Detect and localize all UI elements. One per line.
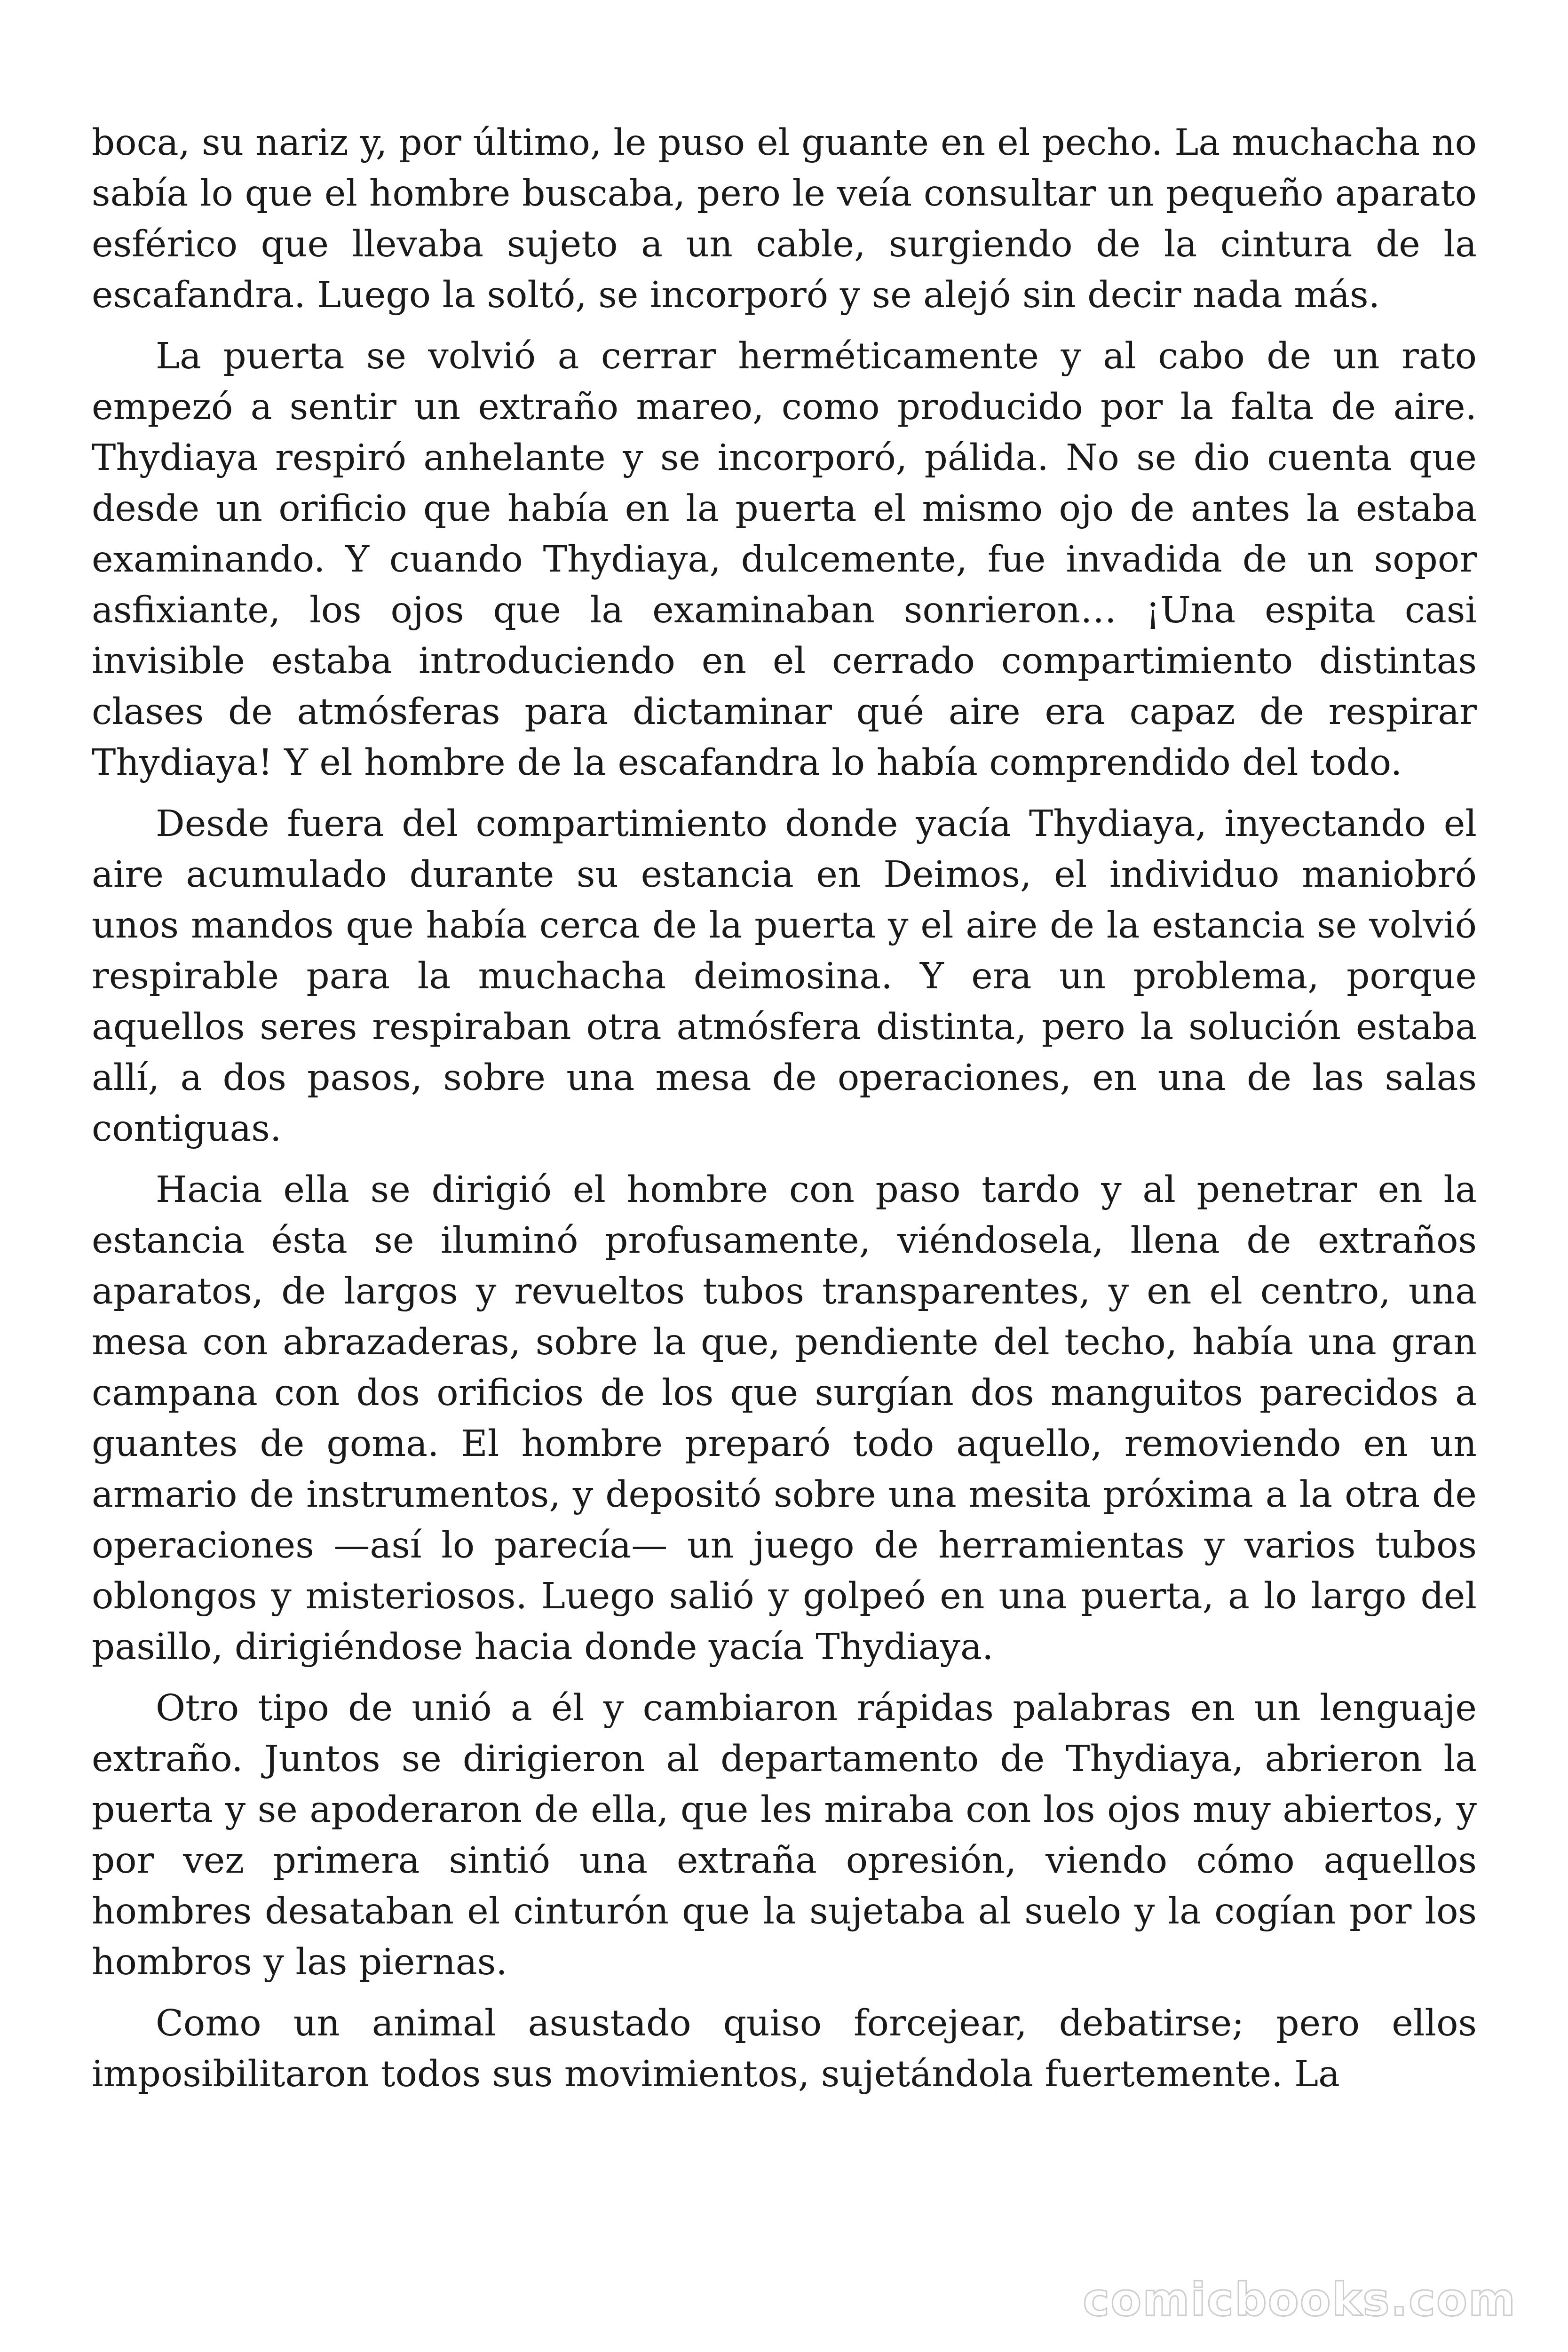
paragraph-5: Otro tipo de unió a él y cambiaron rápidas palabras en un lenguaje extraño. Juntos se dirigieron al departamento de Thydiaya, abrieron la puerta y se apoderaron de ella, que les miraba con los ojos muy abiertos, y por vez primera sintió una extraña opresión, viendo cómo aquellos hombres desataban el cinturón que la sujetaba al suelo y la cogían por los hombros y las piernas. xyxy=(92,1687,1477,1983)
book-page-text xyxy=(92,118,1477,2263)
paragraph-6: Como un animal asustado quiso forcejear, debatirse; pero ellos imposibilitaron todos sus movimientos, sujetándola fuertemente. La xyxy=(92,2002,1477,2095)
paragraph-2: La puerta se volvió a cerrar herméticamente y al cabo de un rato empezó a sentir un extraño mareo, como producido por la falta de aire. Thydiaya respiró anhelante y se incorporó, pálida. No se dio cuenta que desde un orificio que había en la puerta el mismo ojo de antes la estaba examinando. Y cuando Thydiaya, dulcemente, fue invadida de un sopor asfixiante, los ojos que la examinaban sonrieron… ¡Una espita casi invisible estaba introduciendo en el cerrado compartimiento distintas clases de atmósferas para dictaminar qué aire era capaz de respirar Thydiaya! Y el hombre de la escafandra lo había comprendido del todo. xyxy=(92,335,1477,784)
paragraph-4: Hacia ella se dirigió el hombre con paso tardo y al penetrar en la estancia ésta se iluminó profusamente, viéndosela, llena de extraños aparatos, de largos y revueltos tubos transparentes, y en el centro, una mesa con abrazaderas, sobre la que, pendiente del techo, había una gran campana con dos orificios de los que surgían dos manguitos parecidos a guantes de goma. El hombre preparó todo aquello, removiendo en un armario de instrumentos, y depositó sobre una mesita próxima a la otra de operaciones —así lo parecía— un juego de herramientas y varios tubos oblongos y misteriosos. Luego salió y golpeó en una puerta, a lo largo del pasillo, dirigiéndose hacia donde yacía Thydiaya. xyxy=(92,1169,1477,1668)
watermark-text: comicbooks.com xyxy=(1083,2273,1516,2326)
paragraph-3: Desde fuera del compartimiento donde yacía Thydiaya, inyectando el aire acumulado durante su estancia en Deimos, el individuo maniobró unos mandos que había cerca de la puerta y el aire de la estancia se volvió respirable para la muchacha deimosina. Y era un problema, porque aquellos seres respiraban otra atmósfera distinta, pero la solución estaba allí, a dos pasos, sobre una mesa de operaciones, en una de las salas contiguas. xyxy=(92,803,1477,1150)
paragraph-1: boca, su nariz y, por último, le puso el guante en el pecho. La muchacha no sabía lo que el hombre buscaba, pero le veía consultar un pequeño aparato esférico que llevaba sujeto a un cable, surgiendo de la cintura de la escafandra. Luego la soltó, se incorporó y se alejó sin decir nada más. xyxy=(92,122,1477,316)
